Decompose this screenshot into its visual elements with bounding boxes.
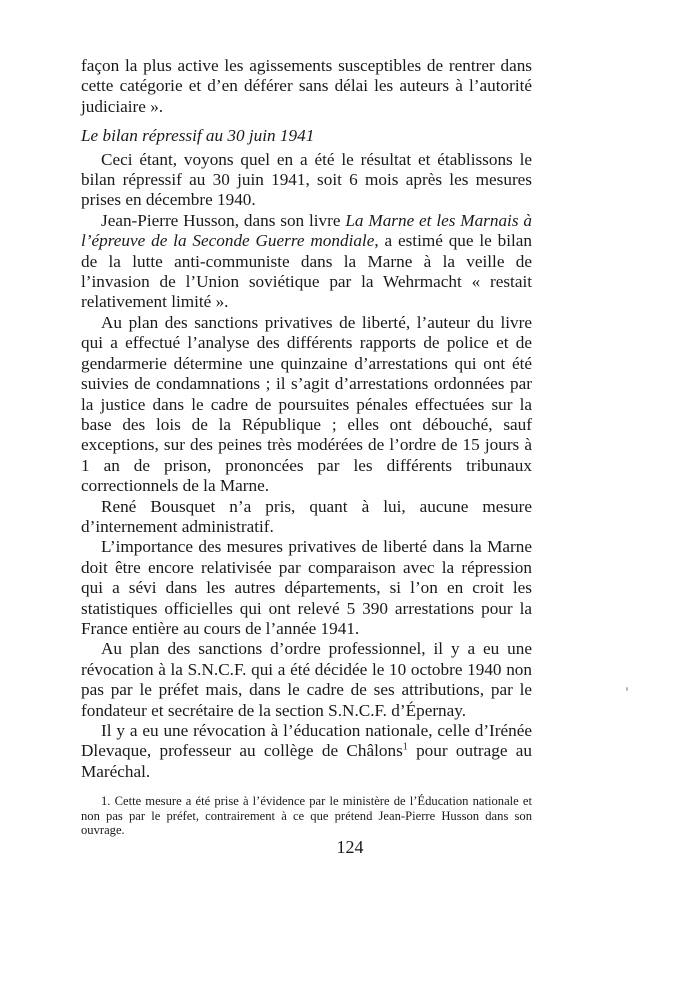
paragraph-bilan: Ceci étant, voyons quel en a été le résultat et établissons le bilan répressif au 30 juin 1941, soit 6 mois après les mesures prises en décembre 1940. (81, 149, 532, 210)
book-title: La Marne et les Marnais à l’épreuve de la Seconde Guerre mondiale (81, 210, 532, 251)
paragraph-importance: L’importance des mesures privatives de liberté dans la Marne doit être encore relativisée par comparaison avec la répression qui a sévi dans les autres départements, si l’on en croit les statistiques officielles qui ont relevé 5 390 arrestations pour la France entière au cours de l’année 1941. (81, 537, 532, 638)
paragraph-bousquet: René Bousquet n’a pris, quant à lui, aucune mesure d’internement administratif. (81, 496, 532, 536)
paragraph-revocation (81, 721, 532, 782)
scan-speck (626, 687, 628, 691)
section-heading: Le bilan répressif au 30 juin 1941 (81, 126, 315, 146)
footnote-marker: 1 (402, 741, 408, 753)
husson-text-b: , a estimé que le bilan de la lutte anti-communiste dans la Marne à la veille de l’invasion de l’Union soviétique par la Wehrmacht « restait relativement limité ». (81, 231, 532, 312)
page-number: 124 (336, 837, 364, 857)
revocation-text-b: pour outrage au Maréchal. (81, 741, 532, 781)
paragraph-sanctions-liberte: Au plan des sanctions privatives de liberté, l’auteur du livre qui a effectué l’analyse des différents rapports de police et de gendarmerie détermine une quinzaine d’arrestations qui ont été suivies de condamnations ; il s’agit d’arrestations ordonnées par la justice dans le cadre de poursuites pénales effectuées sur la base des lois de la République ; elles ont débouché, sauf exceptions, sur des peines très modérées de l’ordre de 15 jours à 1 an de prison, prononcées par les différents tribunaux correctionnels de la Marne. (81, 312, 532, 496)
page-body (81, 56, 532, 851)
footnote: 1. Cette mesure a été prise à l’évidence par le ministère de l’Éducation nationale et non pas par le préfet, contrairement à ce que prétend Jean-Pierre Husson dans son ouvrage. (81, 794, 532, 838)
husson-text-a: Jean-Pierre Husson, dans son livre (101, 210, 346, 230)
revocation-text-a: Il y a eu une révocation à l’éducation nationale, celle d’Irénée Dlevaque, professeur au collège de Châlons (81, 721, 532, 761)
paragraph-husson (81, 211, 532, 313)
paragraph-continuation: façon la plus active les agissements susceptibles de rentrer dans cette catégorie et d’en déférer sans délai les auteurs à l’autorité judiciaire ». (81, 56, 532, 116)
paragraph-sanctions-professionnel: Au plan des sanctions d’ordre professionnel, il y a eu une révocation à la S.N.C.F. qui a été décidée le 10 octobre 1940 non pas par le préfet mais, dans le cadre de ses attributions, par le fondateur et secrétaire de la section S.N.C.F. d’Épernay. (81, 639, 532, 720)
